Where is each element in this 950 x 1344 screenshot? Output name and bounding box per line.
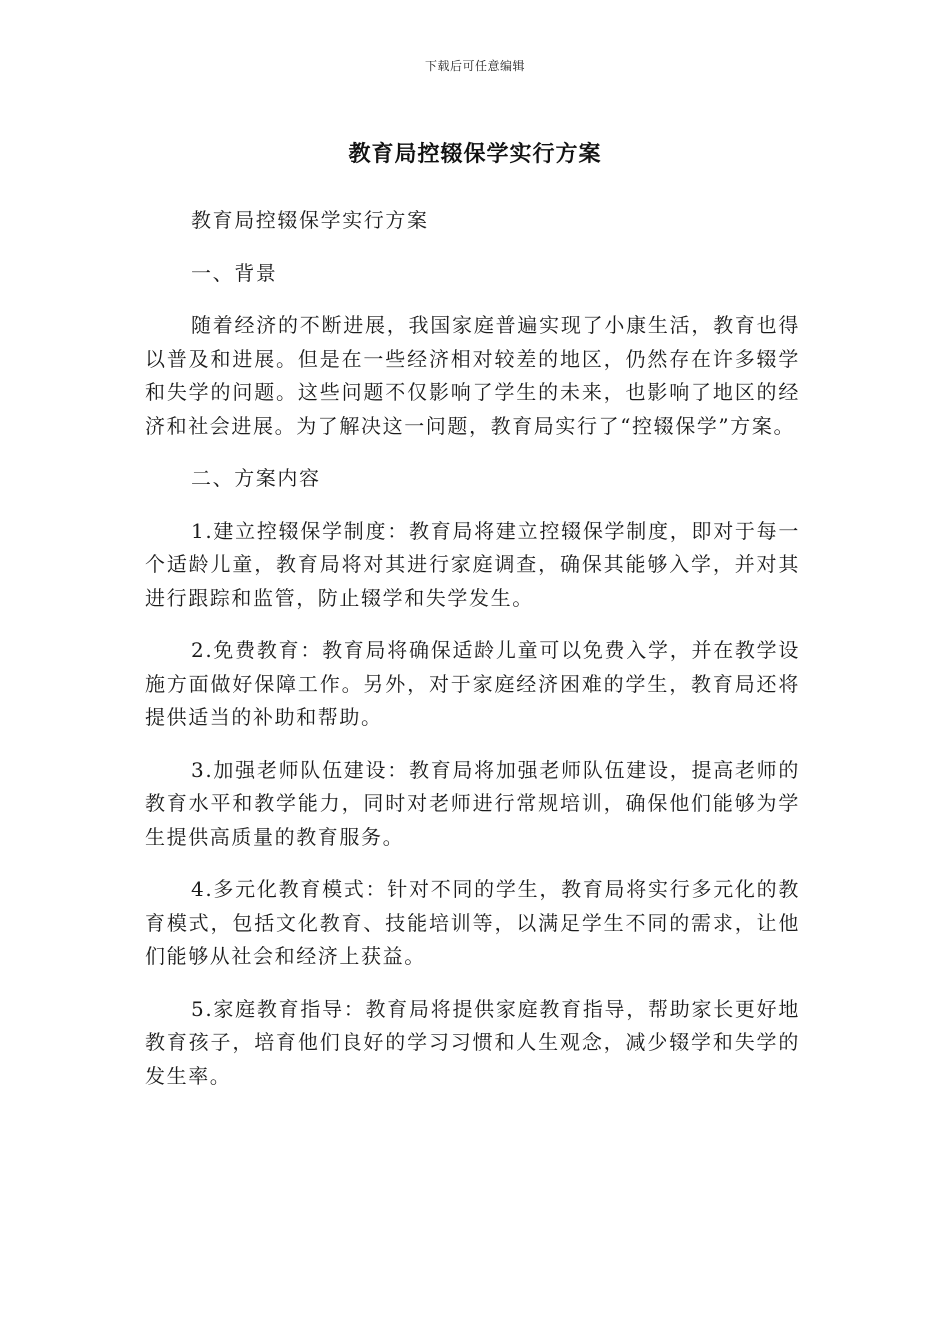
document-title: 教育局控辍保学实行方案 xyxy=(348,142,602,167)
plan-item-2: 2.免费教育：教育局将确保适龄儿童可以免费入学，并在教学设施方面做好保障工作。另外，对于家庭经济困难的学生，教育局还将提供适当的补助和帮助。 xyxy=(145,638,800,729)
background-paragraph: 随着经济的不断进展，我国家庭普遍实现了小康生活，教育也得以普及和进展。但是在一些经济相对较差的地区，仍然存在许多辍学和失学的问题。这些问题不仅影响了学生的未来，也影响了地区的经济和社会进展。为了解决这一问题，教育局实行了“控辍保学”方案。 xyxy=(145,313,800,438)
plan-item-4: 4.多元化教育模式：针对不同的学生，教育局将实行多元化的教育模式，包括文化教育、技能培训等，以满足学生不同的需求，让他们能够从社会和经济上获益。 xyxy=(145,877,800,968)
document-body xyxy=(145,204,800,1112)
section-heading-plan-content: 二、方案内容 xyxy=(191,466,321,490)
section-heading-background: 一、背景 xyxy=(191,260,278,285)
plan-item-1: 1.建立控辍保学制度：教育局将建立控辍保学制度，即对于每一个适龄儿童，教育局将对其进行家庭调查，确保其能够入学，并对其进行跟踪和监管，防止辍学和失学发生。 xyxy=(145,518,800,610)
plan-item-3: 3.加强老师队伍建设：教育局将加强老师队伍建设，提高老师的教育水平和教学能力，同时对老师进行常规培训，确保他们能够为学生提供高质量的教育服务。 xyxy=(145,757,800,849)
plan-item-5: 5.家庭教育指导：教育局将提供家庭教育指导，帮助家长更好地教育孩子，培育他们良好的学习习惯和人生观念，减少辍学和失学的发生率。 xyxy=(145,996,800,1088)
subtitle-paragraph: 教育局控辍保学实行方案 xyxy=(191,208,429,232)
header-note: 下载后可任意编辑 xyxy=(424,59,525,73)
